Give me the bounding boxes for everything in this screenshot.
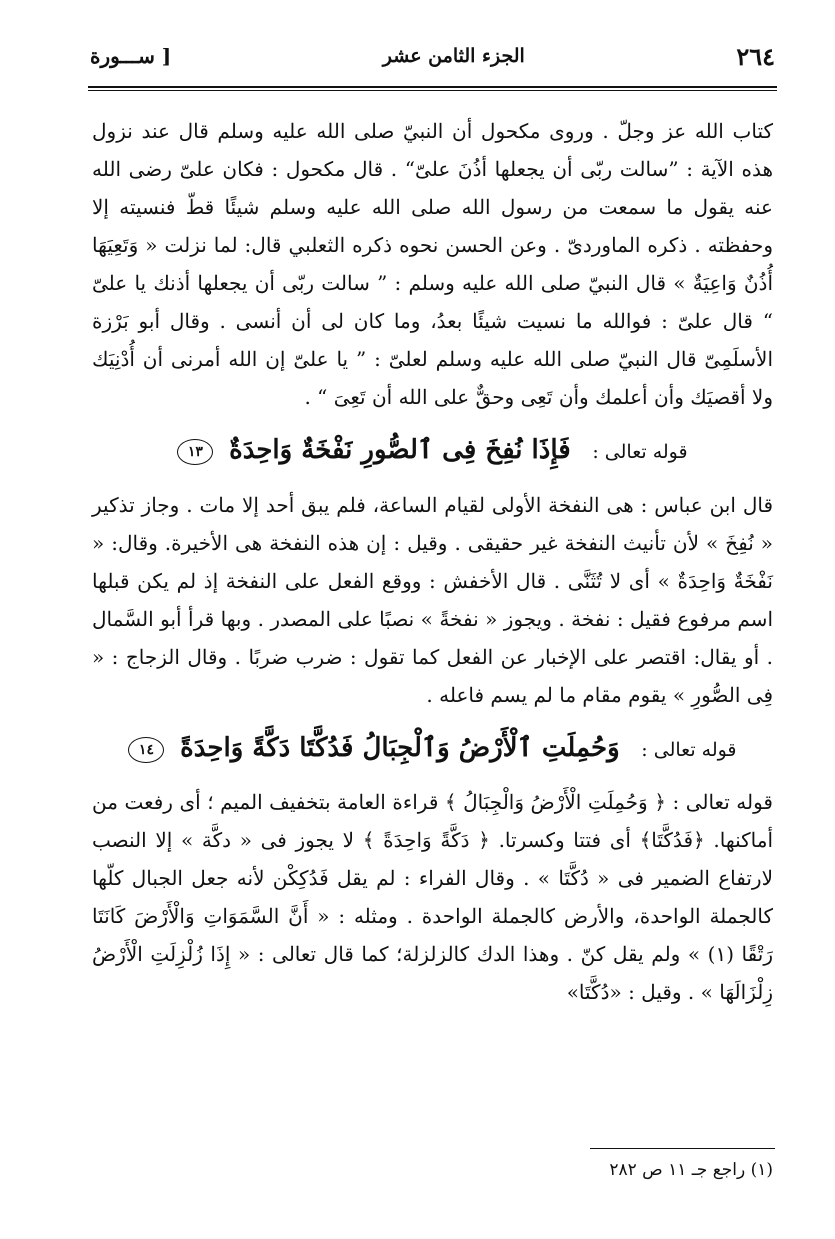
header-rule: [88, 86, 777, 91]
verse-intro: قوله تعالى :: [592, 441, 688, 463]
verse-number-badge: ١٣: [177, 439, 213, 465]
surah-label: [ ســـورة: [90, 44, 172, 68]
page-number: ٢٦٤: [736, 41, 775, 71]
verse-number-badge: ١٤: [128, 737, 164, 763]
quran-verse-text: فَإِذَا نُفِخَ فِى ٱلصُّورِ نَفْخَةٌ وَاحِدَةٌ: [229, 435, 571, 465]
verse-heading-14: [92, 728, 773, 770]
footnote-rule: [590, 1148, 775, 1149]
quran-verse-text: وَحُمِلَتِ ٱلْأَرْضُ وَٱلْجِبَالُ فَدُكَّتَا دَكَّةً وَاحِدَةً: [180, 732, 620, 763]
commentary-paragraph-1: كتاب الله عز وجلّ . وروى مكحول أن النبيّ صلى الله عليه وسلم قال عند نزول هذه الآية : ”سالت ربّى أن يجعلها أذُنَ علىّ“ . قال مكحول : فكان علىّ رضى الله عنه يقول ما سمعت من رسول الله صلى الله عليه وسلم شيئًا قطّ فنسيته إلا وحفظته . ذكره الماوردىّ . وعن الحسن نحوه ذكره الثعلبي قال: لما نزلت « وَتَعِيَهَا أُذُنٌ وَاعِيَةٌ » قال النبيّ صلى الله عليه وسلم : ” سالت ربّى أن يجعلها أذنك يا علىّ “ قال علىّ : فوالله ما نسيت شيئًا بعدُ، وما كان لى أن أنسى . وقال أبو بَرْزة الأسلَمِىّ قال النبيّ صلى الله عليه وسلم لعلىّ : ” يا علىّ إن الله أمرنى أن أُدْنِيَك ولا أقصيَك وأن أعلمك وأن تَعِى وحقٌّ على الله أن تَعِىَ “ .: [92, 119, 773, 409]
footnote: (١) راجع جـ ١١ ص ٢٨٢: [609, 1160, 773, 1180]
verse-heading-13: [92, 430, 773, 472]
running-head: الجزء الثامن عشر: [382, 45, 525, 67]
page-body: [92, 112, 773, 1011]
commentary-paragraph-3: قوله تعالى : ﴿ وَحُمِلَتِ الْأَرْضُ وَالْجِبَالُ ﴾ قراءة العامة بتخفيف الميم ؛ أى رفعت من أماكنها. ﴿فَدُكَّتَا﴾ أى فتتا وكسرتا. ﴿ دَكَّةً وَاحِدَةً ﴾ لا يجوز فى « دكَّة » إلا النصب لارتفاع الضمير فى « دُكَّتَا » . وقال الفراء : لم يقل فَدُكِكْن لأنه جعل الجبال كلّها كالجملة الواحدة، والأرض كالجملة الواحدة . ومثله : « أَنَّ السَّمَوَاتِ وَالْأَرْضَ كَانَتَا رَتْقًا (١) » ولم يقل كنّ . وهذا الدك كالزلزلة؛ كما قال تعالى : « إِذَا زُلْزِلَتِ الْأَرْضُ زِلْزَالَهَا » . وقيل : «دُكَّتَا»: [92, 790, 773, 1005]
verse-intro: قوله تعالى :: [641, 738, 737, 761]
page-header: [90, 38, 775, 74]
commentary-paragraph-2: قال ابن عباس : هى النفخة الأولى لقيام الساعة، فلم يبق أحد إلا مات . وجاز تذكير « نُفِخَ » لأن تأنيث النفخة غير حقيقى . وقيل : إن هذه النفخة هى الأخيرة. وقال: « نَفْخَةٌ وَاحِدَةٌ » أى لا تُثَنَّى . قال الأخفش : ووقع الفعل على النفخة إذ لم يكن قبلها اسم مرفوع فقيل : نفخة . ويجوز « نفخةً » نصبًا على المصدر . وبها قرأ أبو السَّمال . أو يقال: اقتصر على الإخبار عن الفعل كما تقول : ضرب ضربًا . وقال الزجاج : « فِى الصُّورِ » يقوم مقام ما لم يسم فاعله .: [92, 492, 774, 707]
